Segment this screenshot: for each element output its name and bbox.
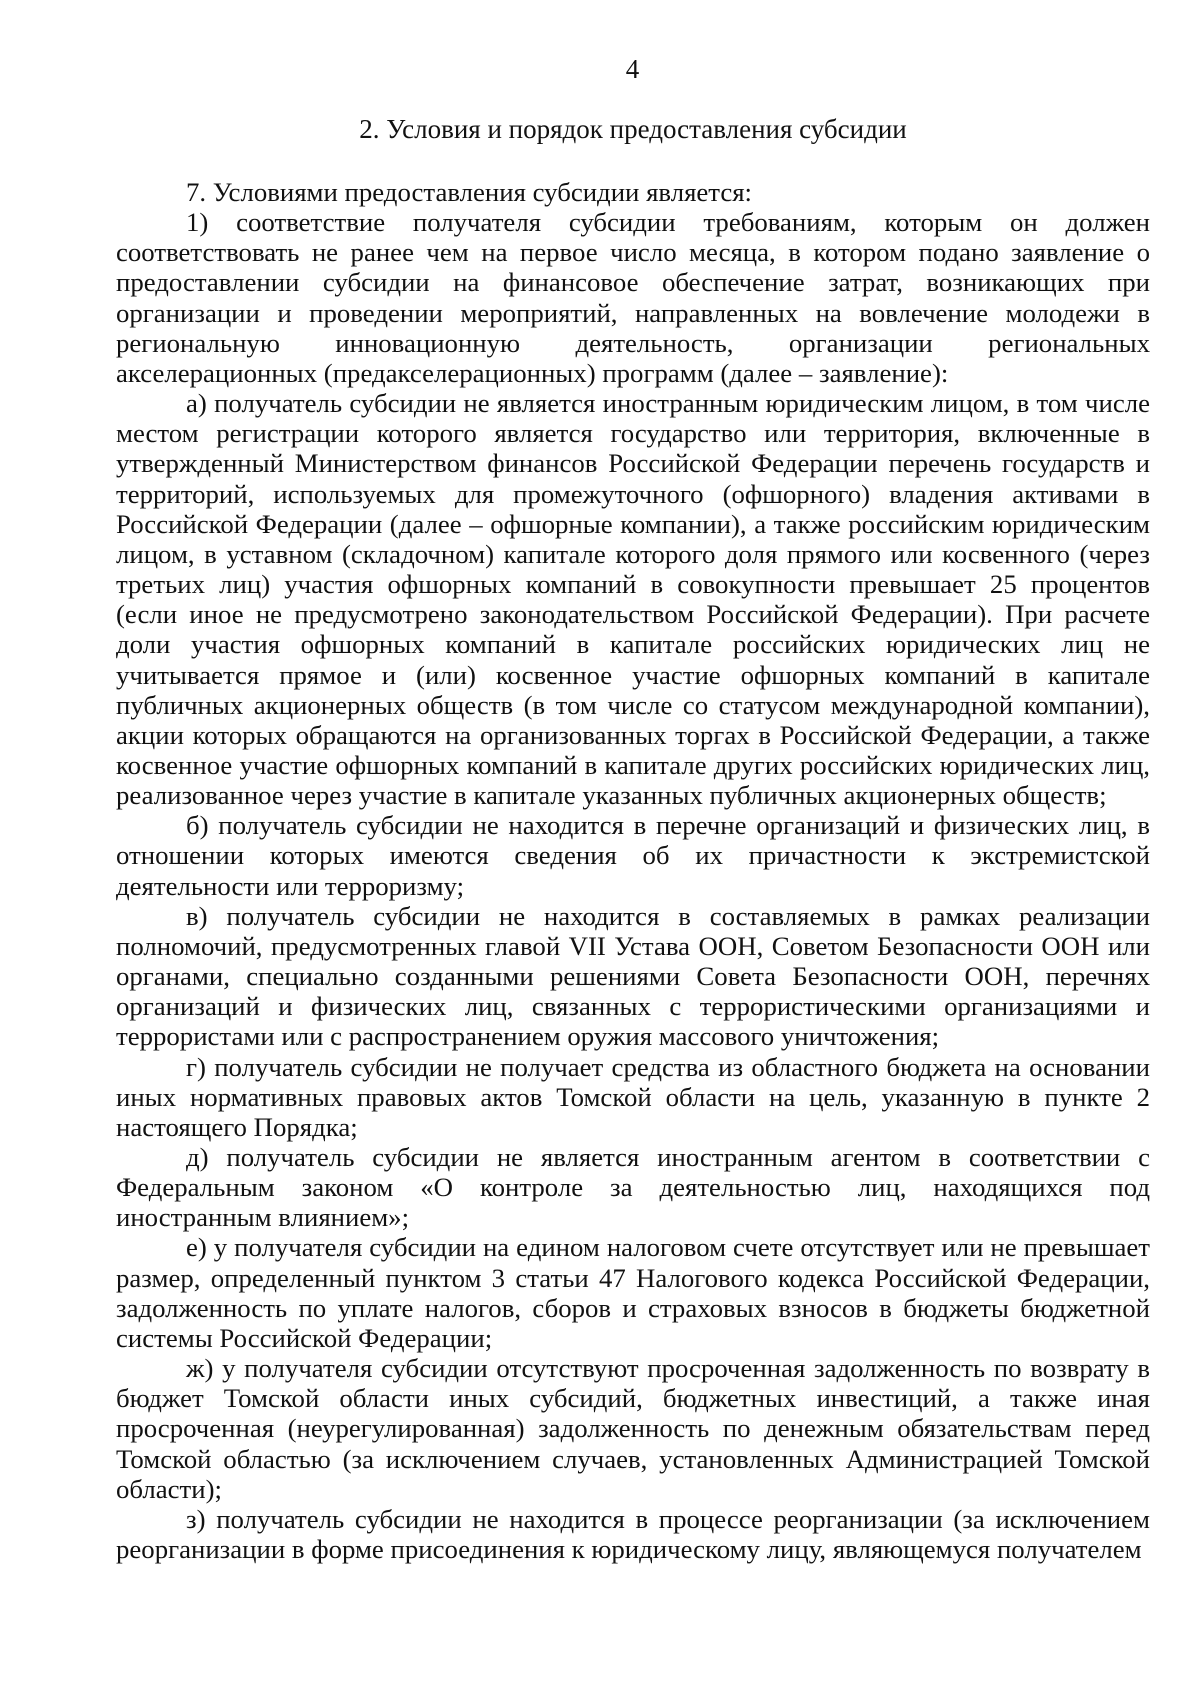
document-body: [116, 177, 1150, 1564]
paragraph-subitem-d: д) получатель субсидии не является иностранным агентом в соответствии с Федеральным законом «О контроле за деятельностью лиц, находящихся под иностранным влиянием»;: [116, 1142, 1150, 1233]
page-number: 4: [625, 54, 640, 84]
paragraph-7-intro: 7. Условиями предоставления субсидии является:: [186, 177, 752, 207]
paragraph-subitem-zh: ж) у получателя субсидии отсутствуют просроченная задолженность по возврату в бюджет Томской области иных субсидий, бюджетных инвестиций, а также иная просроченная (неурегулированная) задолженность по денежным обязательствам перед Томской областью (за исключением случаев, установленных Администрацией Томской области);: [116, 1353, 1150, 1504]
paragraph-subitem-z: з) получатель субсидии не находится в процессе реорганизации (за исключением реорганизации в форме присоединения к юридическому лицу, являющемуся получателем: [116, 1503, 1150, 1565]
paragraph-subitem-b: б) получатель субсидии не находится в перечне организаций и физических лиц, в отношении которых имеются сведения об их причастности к экстремистской деятельности или терроризму;: [116, 810, 1150, 901]
paragraph-subitem-e: е) у получателя субсидии на едином налоговом счете отсутствует или не превышает размер, определенный пунктом 3 статьи 47 Налогового кодекса Российской Федерации, задолженность по уплате налогов, сборов и страховых взносов в бюджеты бюджетной системы Российской Федерации;: [116, 1232, 1150, 1353]
paragraph-subitem-a: а) получатель субсидии не является иностранным юридическим лицом, в том числе местом регистрации которого является государство или территория, включенные в утвержденный Министерством финансов Российской Федерации перечень государств и территорий, используемых для промежуточного (офшорного) владения активами в Российской Федерации (далее – офшорные компании), а также российским юридическим лицом, в уставном (складочном) капитале которого доля прямого или косвенного (через третьих лиц) участия офшорных компаний в совокупности превышает 25 процентов (если иное не предусмотрено законодательством Российской Федерации). При расчете доли участия офшорных компаний в капитале российских юридических лиц не учитывается прямое и (или) косвенное участие офшорных компаний в капитале публичных акционерных обществ (в том числе со статусом международной компании), акции которых обращаются на организованных торгах в Российской Федерации, а также косвенное участие офшорных компаний в капитале других российских юридических лиц, реализованное через участие в капитале указанных публичных акционерных обществ;: [116, 388, 1150, 811]
paragraph-item-1: 1) соответствие получателя субсидии требованиям, которым он должен соответствовать не ранее чем на первое число месяца, в котором подано заявление о предоставлении субсидии на финансовое обеспечение затрат, возникающих при организации и проведении мероприятий, направленных на вовлечение молодежи в региональную инновационную деятельность, организации региональных акселерационных (предакселерационных) программ (далее – заявление):: [116, 207, 1150, 388]
paragraph-subitem-v: в) получатель субсидии не находится в составляемых в рамках реализации полномочий, предусмотренных главой VII Устава ООН, Советом Безопасности ООН или органами, специально созданными решениями Совета Безопасности ООН, перечнях организаций и физических лиц, связанных с террористическими организациями и террористами или с распространением оружия массового уничтожения;: [116, 900, 1150, 1052]
paragraph-subitem-g: г) получатель субсидии не получает средства из областного бюджета на основании иных нормативных правовых актов Томской области на цель, указанную в пункте 2 настоящего Порядка;: [116, 1051, 1150, 1142]
section-title: 2. Условия и порядок предоставления субсидии: [359, 114, 907, 144]
